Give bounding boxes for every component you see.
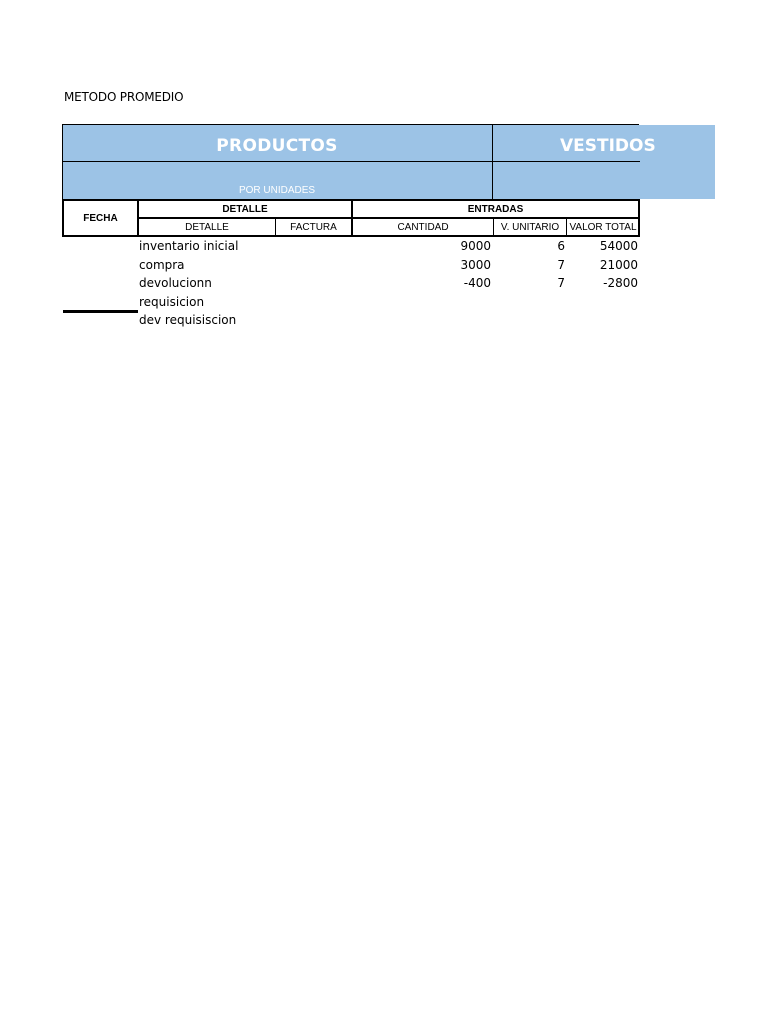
cell-v-unitario[interactable]: 7 <box>557 276 565 291</box>
cell-cantidad[interactable]: -400 <box>463 276 491 291</box>
cell-detalle[interactable]: devolucionn <box>139 276 212 291</box>
table-row <box>62 293 640 312</box>
table-row <box>62 256 640 275</box>
cell-detalle[interactable]: requisicion <box>139 294 205 309</box>
cell-border-line <box>63 310 138 313</box>
column-header-grid <box>62 199 640 237</box>
col-fecha[interactable]: FECHA <box>83 212 118 224</box>
cell-v-unitario[interactable]: 6 <box>557 239 565 253</box>
cell-v-unitario[interactable]: 7 <box>557 257 565 272</box>
col-factura[interactable]: FACTURA <box>290 221 337 233</box>
cell-detalle[interactable]: dev requisiscion <box>139 313 237 328</box>
cell-cantidad[interactable]: 3000 <box>460 257 491 272</box>
header-title[interactable]: PRODUCTOS <box>216 136 338 156</box>
col-v-unitario[interactable]: V. UNITARIO <box>500 221 560 233</box>
cell-valor-total[interactable]: 54000 <box>599 239 638 253</box>
col-group-detalle[interactable]: DETALLE <box>222 203 268 215</box>
cell-valor-total[interactable]: -2800 <box>603 276 638 291</box>
header-product-name[interactable]: VESTIDOS <box>560 136 656 156</box>
col-group-entradas[interactable]: ENTRADAS <box>467 203 524 215</box>
cell-detalle[interactable]: inventario inicial <box>139 239 239 253</box>
sheet-title: METODO PROMEDIO <box>64 90 184 104</box>
cell-cantidad[interactable]: 9000 <box>460 239 491 253</box>
sub-label[interactable]: POR UNIDADES <box>238 185 316 196</box>
spreadsheet-table <box>62 124 715 334</box>
col-detalle[interactable]: DETALLE <box>185 221 229 233</box>
col-cantidad[interactable]: CANTIDAD <box>397 221 449 233</box>
table-row <box>62 237 640 256</box>
col-valor-total[interactable]: VALOR TOTAL <box>569 221 637 233</box>
table-row <box>62 311 640 330</box>
cell-valor-total[interactable]: 21000 <box>599 257 638 272</box>
data-rows <box>62 237 640 330</box>
header-divider <box>62 161 640 162</box>
table-row <box>62 274 640 293</box>
cell-detalle[interactable]: compra <box>139 257 185 272</box>
